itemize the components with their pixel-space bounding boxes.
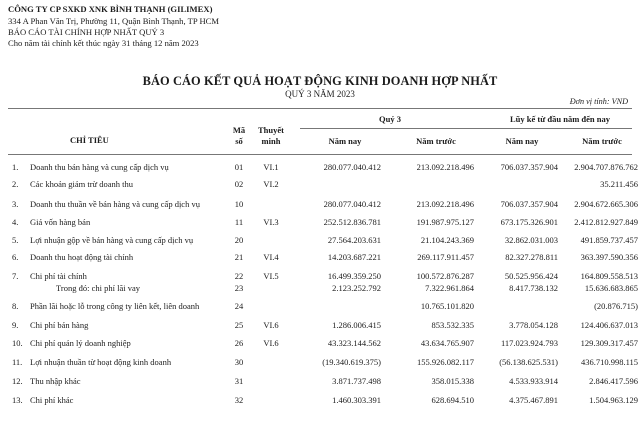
column-header-item: CHỈ TIÊU	[70, 135, 109, 145]
row-label: Lợi nhuận gộp về bán hàng và cung cấp dịch vụ	[30, 235, 194, 245]
value-quarter-last-year: 191.987.975.127	[416, 217, 474, 227]
column-header-quarter-this-year: Năm nay	[328, 136, 362, 146]
table-row	[0, 235, 640, 250]
value-ytd-this-year: 50.525.956.424	[504, 271, 558, 281]
row-note: VI.6	[263, 338, 279, 348]
row-note: VI.4	[263, 252, 279, 262]
value-quarter-this-year: 16.499.359.250	[327, 271, 381, 281]
row-code: 22	[234, 271, 244, 281]
row-label: Doanh thu bán hàng và cung cấp dịch vụ	[30, 162, 169, 172]
value-ytd-last-year: 491.859.737.457	[580, 235, 638, 245]
row-number: 12.	[12, 376, 23, 386]
row-label: Chi phí tài chính	[30, 271, 87, 281]
value-quarter-last-year: 43.634.765.907	[420, 338, 474, 348]
row-number: 4.	[12, 217, 19, 227]
row-code: 26	[234, 338, 244, 348]
report-type: BÁO CÁO TÀI CHÍNH HỢP NHẤT QUÝ 3	[8, 27, 165, 37]
row-label: Các khoản giảm trừ doanh thu	[30, 179, 134, 189]
value-ytd-last-year: 2.904.707.876.762	[574, 162, 638, 172]
value-ytd-last-year: 35.211.456	[600, 179, 638, 189]
row-number: 5.	[12, 235, 19, 245]
row-label: Chi phí khác	[30, 395, 74, 405]
value-quarter-last-year: 155.926.082.117	[416, 357, 474, 367]
row-code: 10	[234, 199, 244, 209]
row-number: 9.	[12, 320, 19, 330]
value-quarter-last-year: 213.092.218.496	[416, 199, 474, 209]
row-number: 11.	[12, 357, 23, 367]
row-code: 23	[234, 283, 244, 293]
row-number: 10.	[12, 338, 23, 348]
value-ytd-last-year: 164.809.558.513	[580, 271, 638, 281]
row-code: 11	[234, 217, 244, 227]
row-number: 8.	[12, 301, 19, 311]
row-code: 24	[234, 301, 244, 311]
value-ytd-last-year: 436.710.998.115	[580, 357, 638, 367]
table-row	[0, 199, 640, 214]
value-quarter-last-year: 269.117.911.457	[417, 252, 474, 262]
row-code: 32	[234, 395, 244, 405]
value-ytd-last-year: 2.846.417.596	[589, 376, 638, 386]
column-header-code-line1: Mã	[232, 125, 246, 135]
column-header-quarter-last-year: Năm trước	[416, 136, 456, 146]
table-row	[0, 357, 640, 372]
value-ytd-this-year: 706.037.357.904	[500, 199, 558, 209]
row-label: Giá vốn hàng bán	[30, 217, 91, 227]
value-ytd-last-year: 363.397.590.356	[580, 252, 638, 262]
value-quarter-this-year: 280.077.040.412	[323, 162, 381, 172]
value-ytd-this-year: 3.778.054.128	[509, 320, 558, 330]
row-code: 01	[234, 162, 244, 172]
row-label: Doanh thu thuần về bán hàng và cung cấp dịch vụ	[30, 199, 200, 209]
value-quarter-last-year: 7.322.961.864	[425, 283, 474, 293]
report-title: BÁO CÁO KẾT QUẢ HOẠT ĐỘNG KINH DOANH HỢP NHẤT	[142, 74, 498, 88]
column-header-note	[252, 125, 290, 147]
column-header-code	[224, 125, 254, 147]
value-quarter-this-year: 280.077.040.412	[323, 199, 381, 209]
row-note: VI.2	[263, 179, 279, 189]
value-ytd-this-year: 117.023.924.793	[500, 338, 558, 348]
column-header-ytd-this-year: Năm nay	[505, 136, 539, 146]
group-header-quarter: Quý 3	[379, 114, 401, 124]
column-header-note-line2: minh	[261, 136, 281, 146]
fiscal-year: Cho năm tài chính kết thúc ngày 31 tháng 12 năm 2023	[8, 38, 199, 48]
row-label: Trong đó: chi phí lãi vay	[56, 283, 140, 293]
row-code: 30	[234, 357, 244, 367]
value-ytd-this-year: 82.327.278.811	[505, 252, 558, 262]
value-ytd-this-year: 673.175.326.901	[500, 217, 558, 227]
row-note: VI.1	[263, 162, 279, 172]
currency-unit: Đơn vị tính: VND	[569, 97, 628, 106]
group-header-ytd: Lũy kế từ đầu năm đến nay	[509, 114, 611, 124]
value-quarter-last-year: 10.765.101.820	[420, 301, 474, 311]
table-row	[0, 376, 640, 391]
row-note: VI.5	[263, 271, 279, 281]
row-code: 31	[234, 376, 244, 386]
column-header-code-line2: số	[235, 136, 243, 146]
value-quarter-this-year: 2.123.252.792	[332, 283, 381, 293]
company-address: 334 A Phan Văn Trị, Phường 11, Quận Bình Thạnh, TP HCM	[8, 16, 220, 26]
value-quarter-this-year: 43.323.144.562	[327, 338, 381, 348]
value-quarter-last-year: 213.092.218.496	[416, 162, 474, 172]
row-code: 02	[234, 179, 244, 189]
row-code: 20	[234, 235, 244, 245]
value-quarter-this-year: 3.871.737.498	[332, 376, 381, 386]
value-quarter-last-year: 853.532.335	[431, 320, 474, 330]
value-ytd-this-year: 4.375.467.891	[509, 395, 558, 405]
report-period: QUÝ 3 NĂM 2023	[285, 89, 355, 99]
value-ytd-this-year: 8.417.738.132	[509, 283, 558, 293]
row-label: Lợi nhuận thuần từ hoạt động kinh doanh	[30, 357, 172, 367]
value-ytd-this-year: (56.138.625.531)	[499, 357, 558, 367]
row-label: Thu nhập khác	[30, 376, 81, 386]
row-number: 13.	[12, 395, 23, 405]
value-ytd-last-year: 15.636.683.865	[584, 283, 638, 293]
row-label: Doanh thu hoạt động tài chính	[30, 252, 134, 262]
row-number: 7.	[12, 271, 19, 281]
value-quarter-last-year: 628.694.510	[431, 395, 474, 405]
value-ytd-last-year: 1.504.963.129	[589, 395, 638, 405]
table-row	[0, 217, 640, 232]
table-row	[0, 395, 640, 410]
value-ytd-last-year: 129.309.317.457	[580, 338, 638, 348]
value-quarter-last-year: 100.572.876.287	[416, 271, 474, 281]
row-label: Chi phí quản lý doanh nghiệp	[30, 338, 131, 348]
row-number: 3.	[12, 199, 19, 209]
table-row	[0, 301, 640, 316]
value-quarter-this-year: 27.564.203.631	[327, 235, 381, 245]
value-ytd-last-year: 2.412.812.927.849	[574, 217, 638, 227]
value-quarter-this-year: 14.203.687.221	[327, 252, 381, 262]
table-row	[0, 179, 640, 194]
value-quarter-this-year: 1.286.006.415	[332, 320, 381, 330]
value-ytd-last-year: 124.406.637.013	[580, 320, 638, 330]
row-code: 25	[234, 320, 244, 330]
table-row	[0, 338, 640, 353]
column-header-ytd-last-year: Năm trước	[582, 136, 622, 146]
row-code: 21	[234, 252, 244, 262]
column-header-note-line1: Thuyết	[258, 125, 284, 135]
value-ytd-this-year: 706.037.357.904	[500, 162, 558, 172]
table-row	[0, 320, 640, 335]
row-number: 2.	[12, 179, 19, 189]
value-quarter-last-year: 358.015.338	[431, 376, 474, 386]
value-quarter-last-year: 21.104.243.369	[420, 235, 474, 245]
table-row	[0, 252, 640, 267]
row-note: VI.3	[263, 217, 279, 227]
value-ytd-last-year: 2.904.672.665.306	[574, 199, 638, 209]
row-number: 1.	[12, 162, 19, 172]
row-number: 6.	[12, 252, 19, 262]
value-ytd-last-year: (20.876.715)	[594, 301, 638, 311]
table-row	[0, 162, 640, 177]
value-quarter-this-year: 252.512.836.781	[323, 217, 381, 227]
value-ytd-this-year: 4.533.933.914	[509, 376, 558, 386]
row-note: VI.6	[263, 320, 279, 330]
value-quarter-this-year: (19.340.619.375)	[322, 357, 381, 367]
company-name: CÔNG TY CP SXKD XNK BÌNH THẠNH (GILIMEX)	[8, 4, 213, 14]
row-label: Chi phí bán hàng	[30, 320, 89, 330]
table-row	[0, 283, 640, 298]
value-quarter-this-year: 1.460.303.391	[332, 395, 381, 405]
row-label: Phần lãi hoặc lỗ trong công ty liên kết, liên doanh	[30, 301, 200, 311]
value-ytd-this-year: 32.862.031.003	[504, 235, 558, 245]
